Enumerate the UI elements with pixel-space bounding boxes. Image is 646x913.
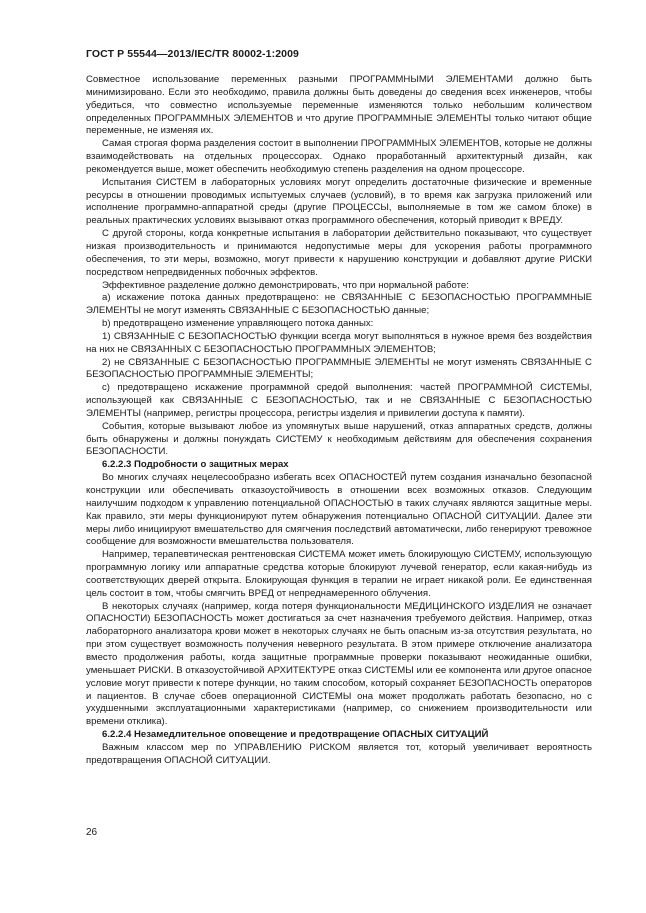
paragraph: С другой стороны, когда конкретные испытания в лаборатории действительно показывают, что существует низкая производительность и принимаются недопустимые меры для ускорения работы программного обеспечения, то эти меры, возможно, могут привести к нарушению конструкции и добавляют другие РИСКИ посредством непредвиденных побочных эффектов. [86,228,592,278]
paragraph: с) предотвращено искажение программной средой выполнения: частей ПРОГРАММНОЙ СИСТЕМЫ, использующей как СВЯЗАННЫЕ С БЕЗОПАСНОСТЬЮ, так и не СВЯЗАННЫЕ С БЕЗОПАСНОСТЬЮ ЭЛЕМЕНТЫ (например, регистры процессора, регистры изделия и привилегии доступа к памяти). [86,382,592,419]
paragraph: Важным классом мер по УПРАВЛЕНИЮ РИСКОМ является тот, который увеличивает вероятность предотвращения ОПАСНОЙ СИТУАЦИИ. [86,741,592,766]
paragraph: Эффективное разделение должно демонстрировать, что при нормальной работе: [102,279,469,291]
paragraph: События, которые вызывают любое из упомянутых выше нарушений, отказ аппаратных средств, должны быть обнаружены и должны понуждать СИСТЕМУ к необходимым действиям для обеспечения сохранения БЕЗОПАСНОСТИ. [86,420,592,458]
paragraph: Например, терапевтическая рентгеновская СИСТЕМА может иметь блокирующую СИСТЕМУ, использующую программную логику или аппаратные средства которые блокируют лучевой генератор, если какая-нибудь из соответствующих дверей открыта. Блокирующая функция в терапии не играет никакой роли. Ее единственная цель состоит в том, чтобы смягчить ВРЕД от непреднамеренного облучения. [86,549,592,599]
paragraph: Во многих случаях нецелесообразно избегать всех ОПАСНОСТЕЙ путем создания изначально безопасной конструкции или обеспечивать отказоустойчивость в отношении всех возможных отказов. Следующим наилучшим подходом к управлению потенциальной ОПАСНОСТЬЮ в таких случаях являются защитные меры. Как правило, эти меры функционируют путем обнаружения потенциально ОПАСНОЙ СИТУАЦИИ. Далее эти меры либо инициируют вмешательство для смягчения последствий автоматически, либо генерируют тревожное сообщение для возможности вмешательства пользователя. [86,472,592,548]
paragraph: В некоторых случаях (например, когда потеря функциональности МЕДИЦИНСКОГО ИЗДЕЛИЯ не означает ОПАСНОСТИ) БЕЗОПАСНОСТЬ может достигаться за счет назначения требуемого действия. Например, отказ лабораторного анализатора крови может в некоторых случаях не быть опасным из-за отсутствия результата, но при этом существует возможность получения неверного результата. В этом примере отключение анализатора вместо продолжения работы, когда защитные программные проверки показывают неожиданные ошибки, уменьшает РИСКИ. В отказоустойчивой АРХИТЕКТУРЕ отказ СИСТЕМЫ или ее компонента или другое опасное условие могут привести к потере функции, но таким способом, который сохраняет БЕЗОПАСНОСТЬ операторов и пациентов. В случае сбоев операционной СИСТЕМЫ она может продолжать работать безопасно, но с ухудшенными эксплуатационными характеристиками (например, со снижением производительности или времени отклика). [86,600,592,728]
paragraph: а) искажение потока данных предотвращено: не СВЯЗАННЫЕ С БЕЗОПАСНОСТЬЮ ПРОГРАММНЫЕ ЭЛЕМЕНТЫ не могут изменять СВЯЗАННЫЕ С БЕЗОПАСНОСТЬЮ данные; [86,292,592,317]
section-heading: 6.2.2.3 Подробности о защитных мерах [102,459,289,471]
body-text [86,74,592,768]
paragraph: b) предотвращено изменение управляющего потока данных: [102,318,374,330]
page-number: 26 [86,827,98,838]
paragraph: Самая строгая форма разделения состоит в выполнении ПРОГРАММНЫХ ЭЛЕМЕНТОВ, которые не должны взаимодействовать на отдельных процессорах. Однако проработанный архитектурный дизайн, как рекомендуется выше, может обеспечить необходимую степень разделения на одном процессоре. [86,138,592,175]
section-heading: 6.2.2.4 Незамедлительное оповещение и предотвращение ОПАСНЫХ СИТУАЦИЙ [102,729,489,741]
paragraph: Совместное использование переменных разными ПРОГРАММНЫМИ ЭЛЕМЕНТАМИ должно быть минимизировано. Если это необходимо, правила должны быть доведены до сведения всех инженеров, чтобы убедиться, что совместно используемые переменные изменяются только небольшим количеством определенных ПРОГРАММНЫХ ЭЛЕМЕНТОВ и что другие ПРОГРАММНЫЕ ЭЛЕМЕНТЫ только читают общие переменные, не изменяя их. [86,74,592,137]
standard-header: ГОСТ Р 55544—2013/IEC/TR 80002-1:2009 [86,48,299,60]
paragraph: 2) не СВЯЗАННЫЕ С БЕЗОПАСНОСТЬЮ ПРОГРАММНЫЕ ЭЛЕМЕНТЫ не могут изменять СВЯЗАННЫЕ С БЕЗОПАСНОСТЬЮ ПРОГРАММНЫЕ ЭЛЕМЕНТЫ; [86,356,592,381]
paragraph: Испытания СИСТЕМ в лабораторных условиях могут определить достаточные физические и временные ресурсы в отношении проводимых испытуемых случаев (условий), в то время как загрузка приложений или исполнение программно-аппаратной среды (другие ПРОЦЕССЫ, выполняемые в том же самом блоке) в реальных практических условиях вызывают отказ программного обеспечения, который приводит к ВРЕДУ. [86,176,592,227]
paragraph: 1) СВЯЗАННЫЕ С БЕЗОПАСНОСТЬЮ функции всегда могут выполняться в нужное время без воздействия на них не СВЯЗАННЫХ С БЕЗОПАСНОСТЬЮ ПРОГРАММНЫХ ЭЛЕМЕНТОВ; [86,330,592,355]
